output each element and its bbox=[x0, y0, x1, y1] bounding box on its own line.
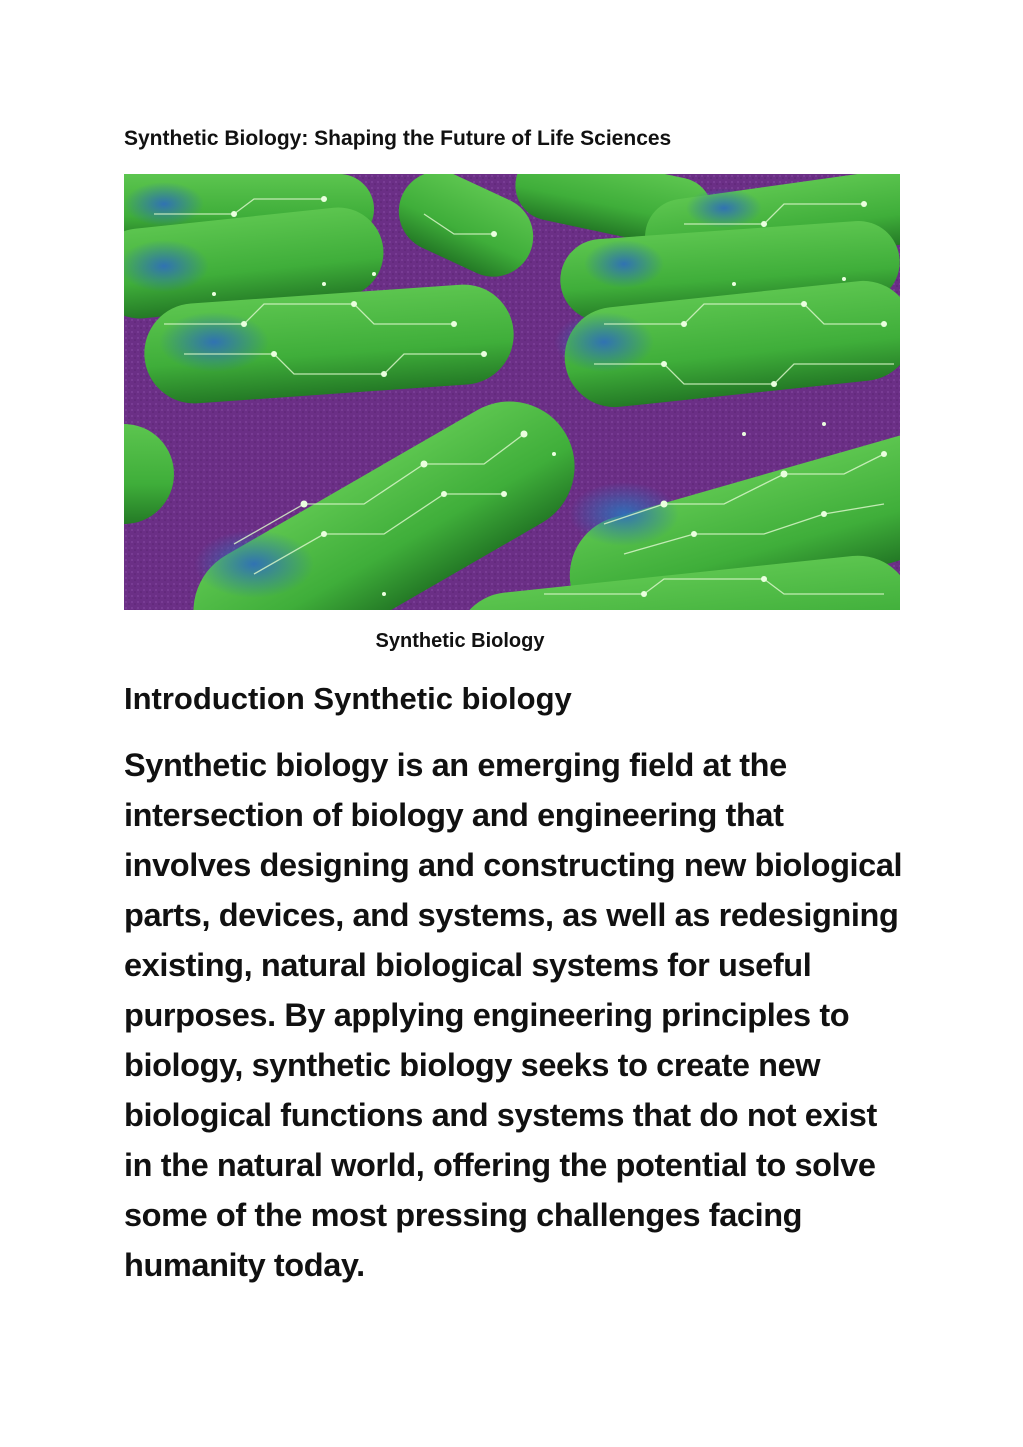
body-paragraph: Synthetic biology is an emerging field at the intersection of biology and engineering that involves designing and constructing new biological parts, devices, and systems, as well as redesigning existing, natural biological systems for useful purposes. By applying engineering principles to biology, synthetic biology seeks to create new biological functions and systems that do not exist in the natural world, offering the potential to solve some of the most pressing challenges facing humanity today. bbox=[124, 747, 903, 1283]
section-heading: Introduction Synthetic biology bbox=[124, 681, 572, 716]
bacteria-circuit-image bbox=[124, 174, 900, 610]
figure-caption: Synthetic Biology bbox=[375, 630, 545, 652]
bacteria-illustration bbox=[124, 174, 900, 610]
document-title: Synthetic Biology: Shaping the Future of Life Sciences bbox=[124, 127, 672, 150]
